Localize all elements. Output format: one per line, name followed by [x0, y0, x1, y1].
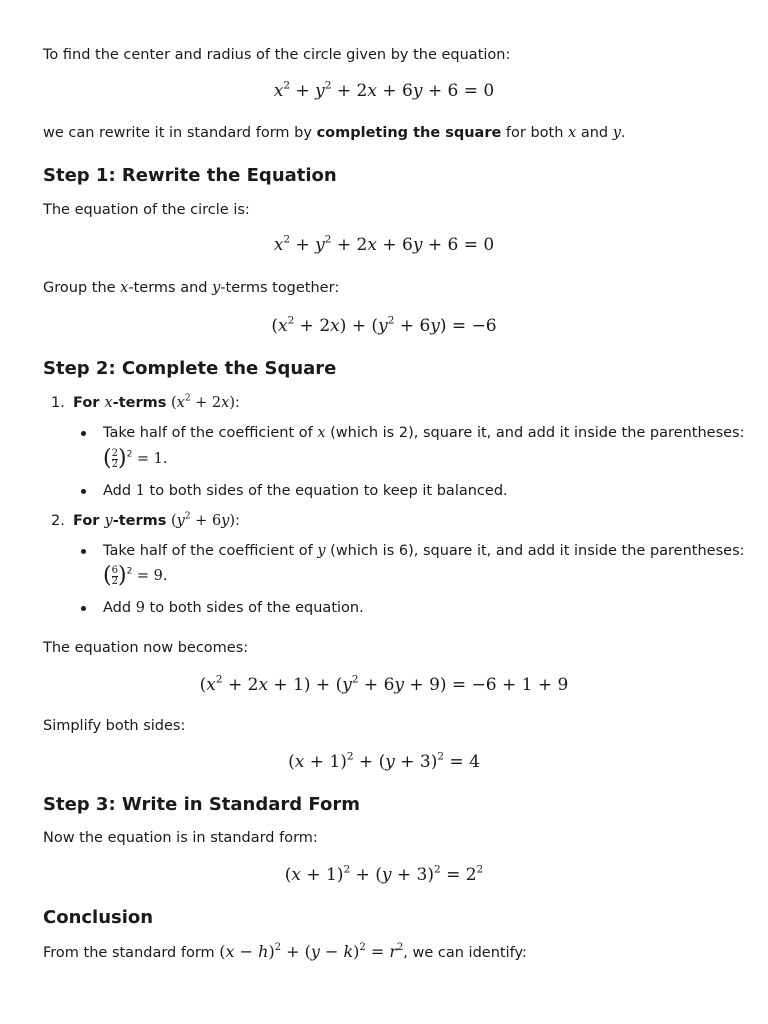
equation-original: $x^2 + y^2 + 2x + 6y + 6 = 0$: [273, 79, 495, 101]
equation-standard-form: $(x + 1)^2 + (y + 3)^2 = 2^2$: [284, 863, 484, 885]
equation-simplified: $(x + 1)^2 + (y + 3)^2 = 4$: [288, 750, 480, 772]
fraction-square-y: ( $\frac{6}{2}$ )$^2$ = 9.: [103, 563, 168, 588]
step2-heading: Step 2: Complete the Square: [43, 358, 337, 379]
intro-text: To find the center and radius of the circle given by the equation:: [43, 47, 511, 63]
group-text: Group the x-terms and y-terms together:: [43, 280, 340, 296]
equation-grouped: $(x^2 + 2x) + (y^2 + 6y) = -6$: [271, 314, 497, 336]
conclusion-text: From the standard form $(x - h)^2 + (y - k)^2 = r^2$, we can identify:: [43, 942, 527, 961]
equation-expanded: $(x^2 + 2x + 1) + (y^2 + 6y + 9) = -6 + 1 + 9$: [199, 673, 569, 695]
intro-text-2: we can rewrite it in standard form by completing the square for both x and y.: [43, 125, 626, 141]
bullet-dot: [81, 431, 86, 436]
step1-text: The equation of the circle is:: [43, 202, 250, 218]
step3-text: Now the equation is in standard form:: [43, 830, 318, 846]
bullet-dot: [81, 549, 86, 554]
list-item-x-terms: For x-terms $(x^2 + 2x)$:: [73, 393, 240, 411]
step1-heading: Step 1: Rewrite the Equation: [43, 165, 337, 186]
equation-original-repeat: $x^2 + y^2 + 2x + 6y + 6 = 0$: [273, 233, 495, 255]
conclusion-heading: Conclusion: [43, 907, 154, 928]
step3-heading: Step 3: Write in Standard Form: [43, 794, 360, 815]
bullet-text-y-half: Take half of the coefficient of y (which is 6), square it, and add it inside the parentheses:: [103, 543, 745, 559]
simplify-text: Simplify both sides:: [43, 718, 186, 734]
now-becomes-text: The equation now becomes:: [43, 640, 249, 656]
list-number-2: 2.: [51, 513, 65, 529]
list-number-1: 1.: [51, 395, 65, 411]
bullet-text-add-9: Add 9 to both sides of the equation.: [103, 600, 364, 616]
fraction-square-x: ( $\frac{2}{2}$ )$^2$ = 1.: [103, 446, 168, 471]
bullet-text-add-1: Add 1 to both sides of the equation to keep it balanced.: [103, 483, 508, 499]
bullet-dot: [81, 489, 86, 494]
bullet-text-x-half: Take half of the coefficient of x (which is 2), square it, and add it inside the parentheses:: [103, 425, 745, 441]
list-item-y-terms: For y-terms $(y^2 + 6y)$:: [73, 511, 240, 529]
bold-phrase: completing the square: [316, 125, 502, 141]
bullet-dot: [81, 606, 86, 611]
